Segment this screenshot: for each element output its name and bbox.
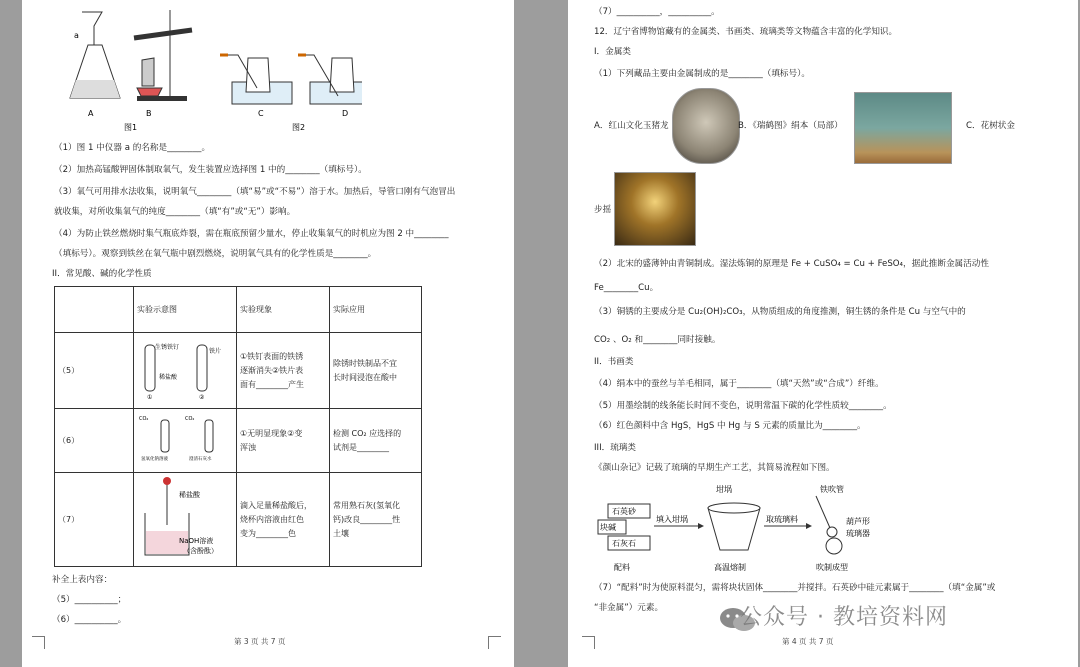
- table-row: [55, 409, 422, 473]
- question-12-7b: “非金属”）元素。: [594, 603, 664, 613]
- label-tube-1: ①: [147, 394, 153, 401]
- page-4: [568, 0, 1078, 667]
- page-corner-mark: [582, 636, 595, 649]
- label-co2-2: CO₂: [185, 416, 195, 422]
- box-limestone: 石灰石: [612, 539, 636, 548]
- row-number: （5）: [55, 333, 134, 409]
- rust-experiment-figure: [137, 335, 227, 401]
- diagram-cell: [134, 473, 237, 567]
- option-c: C．花树状金: [966, 121, 1015, 131]
- question-3b: 就收集，对所收集氧气的纯度________（填“有”或“无”）影响。: [54, 207, 296, 217]
- question-4b: （填标号）。观察到铁丝在氧气瓶中剧烈燃烧，说明氧气具有的化学性质是________。: [54, 249, 377, 259]
- question-7-top: （7）__________，__________。: [594, 7, 720, 17]
- glass-process-flowchart: [594, 478, 894, 578]
- question-2: （2）加热高锰酸钾固体制取氧气，发生装置应选择图 1 中的________（填标号）。: [54, 165, 367, 175]
- label-gourd-shaped: 葫芦形: [846, 517, 870, 526]
- section-glass: III．琉璃类: [594, 443, 636, 453]
- label-naoh-solution: 氢氧化钠溶液: [141, 457, 168, 462]
- option-b: B．《瑞鹤图》绢本（局部）: [738, 121, 843, 131]
- label-crucible: 坩埚: [716, 485, 732, 494]
- label-dilute-hcl: 稀盐酸: [159, 374, 178, 381]
- figure-lab-apparatus: [42, 0, 362, 135]
- caption-batching: 配料: [614, 563, 630, 572]
- question-12-3a: （3）铜锈的主要成分是 Cu₂(OH)₂CO₃，从物质组成的角度推测，铜生锈的条件是 Cu 与空气中的: [594, 307, 966, 317]
- question-12-3b: CO₂ 、O₂ 和________同时接触。: [594, 335, 721, 345]
- page-footer: 第 3 页 共 7 页: [234, 637, 286, 646]
- label-glassware: 琉璃器: [846, 529, 870, 538]
- label-with-phenolphthalein: （含酚酞）: [183, 547, 218, 555]
- application-cell: 常用熟石灰(氢氧化 钙)改良________性 土壤: [330, 473, 422, 567]
- question-12-7a: （7）“配料”时为使原料混匀，需将块状固体________并搅拌。石英砂中硅元素属于________（填“金属”或: [594, 583, 996, 593]
- header-diagram: 实验示意图: [134, 287, 237, 333]
- section-acid-base: II．常见酸、碱的化学性质: [52, 269, 152, 279]
- application-cell: 除锈时铁制品不宜 长时间浸泡在酸中: [330, 333, 422, 409]
- label-rusty-nail: 生锈铁钉: [155, 344, 180, 351]
- glass-intro: 《颜山杂记》记载了琉璃的早期生产工艺，其简易流程如下图。: [594, 463, 835, 473]
- phenomenon-cell: 滴入足量稀盐酸后， 烧杯内溶液由红色 变为________色: [237, 473, 330, 567]
- label-naoh-solution: NaOH溶液: [179, 537, 214, 545]
- section-painting: II．书画类: [594, 357, 634, 367]
- fig2-caption: 图2: [292, 123, 306, 132]
- diagram-cell: [134, 409, 237, 473]
- page-footer: 第 4 页 共 7 页: [782, 637, 834, 646]
- caption-blow-molding: 吹制成型: [816, 563, 848, 572]
- supplement-prompt: 补全上表内容：: [52, 575, 113, 585]
- question-12-5: （5）用墨绘制的线条能长时间不变色，说明常温下碳的化学性质较________。: [594, 401, 892, 411]
- golden-hairpin-image: [614, 172, 696, 246]
- auspicious-cranes-painting-image: [854, 92, 952, 164]
- question-12-2b: Fe________Cu。: [594, 283, 659, 293]
- question-12-2a: （2）北宋的盛薄钟由青铜制成。湿法炼铜的原理是 Fe + CuSO₄ = Cu + FeSO₄，据此推断金属活动性: [594, 259, 989, 269]
- page-3: [22, 0, 514, 667]
- option-c-continued: 步摇: [594, 205, 612, 215]
- label-C: C: [258, 109, 264, 118]
- question-12-4: （4）绢本中的蚕丝与羊毛相同，属于________（填“天然”或“合成”）纤维。: [594, 379, 884, 389]
- label-iron-sheet: 铁片: [209, 348, 222, 355]
- label-A: A: [88, 109, 94, 118]
- box-lump-alkali: 块碱: [600, 523, 616, 532]
- arrow-take-glass: 取琉璃料: [766, 515, 798, 524]
- co2-experiment-figure: [137, 412, 227, 464]
- question-4a: （4）为防止铁丝燃烧时集气瓶底炸裂，需在瓶底预留少量水，停止收集氧气的时机应为图 2 中________: [54, 229, 449, 239]
- answer-6: （6）__________。: [52, 615, 127, 625]
- label-B: B: [146, 109, 152, 118]
- question-12-1: （1）下列藏品主要由金属制成的是________（填标号）。: [594, 69, 811, 79]
- jade-pig-dragon-image: [672, 88, 740, 164]
- label-D: D: [342, 109, 349, 118]
- answer-5: （5）__________；: [52, 595, 127, 605]
- box-quartz-sand: 石英砂: [612, 507, 636, 516]
- label-limewater: 澄清石灰水: [189, 457, 212, 462]
- question-3a: （3）氧气可用排水法收集，说明氧气________（填“易”或“不易”）溶于水。加热后，导管口刚有气泡冒出: [54, 187, 456, 197]
- label-dilute-hcl: 稀盐酸: [179, 491, 200, 499]
- label-tube-2: ②: [199, 394, 205, 401]
- phenomenon-cell: ①铁钉表面的铁锈 逐渐消失②铁片表 面有________产生: [237, 333, 330, 409]
- label-iron-blowpipe: 铁吹管: [820, 485, 844, 494]
- question-12: 12．辽宁省博物馆藏有的金属类、书画类、琉璃类等文物蕴含丰富的化学知识。: [594, 27, 898, 37]
- header-application: 实际应用: [330, 287, 422, 333]
- diagram-cell: [134, 333, 237, 409]
- label-co2-1: CO₂: [139, 416, 149, 422]
- fig1-caption: 图1: [124, 123, 138, 132]
- question-1: （1）图 1 中仪器 a 的名称是________。: [54, 143, 211, 153]
- arrow-fill-crucible: 填入坩埚: [656, 515, 688, 524]
- table-corner-cell: [55, 287, 134, 333]
- row-number: （6）: [55, 409, 134, 473]
- table-row: [55, 333, 422, 409]
- option-a: A．红山文化玉猪龙: [594, 121, 669, 131]
- phenomenon-cell: ①无明显现象②变 浑浊: [237, 409, 330, 473]
- page-corner-mark: [32, 636, 45, 649]
- application-cell: 检测 CO₂ 应选择的 试剂是________: [330, 409, 422, 473]
- page-corner-mark: [488, 636, 501, 649]
- section-metal: I．金属类: [594, 47, 631, 57]
- table-row: [55, 473, 422, 567]
- row-number: （7）: [55, 473, 134, 567]
- label-a: a: [74, 31, 79, 40]
- watermark-text: 公众号 · 教培资料网: [740, 605, 948, 630]
- neutralization-figure: [137, 475, 227, 559]
- caption-high-temp-melting: 高温熔制: [714, 563, 746, 572]
- experiment-table: [54, 286, 422, 567]
- header-phenomenon: 实验现象: [237, 287, 330, 333]
- question-12-6: （6）红色颜料中含 HgS，HgS 中 Hg 与 S 元素的质量比为________。: [594, 421, 866, 431]
